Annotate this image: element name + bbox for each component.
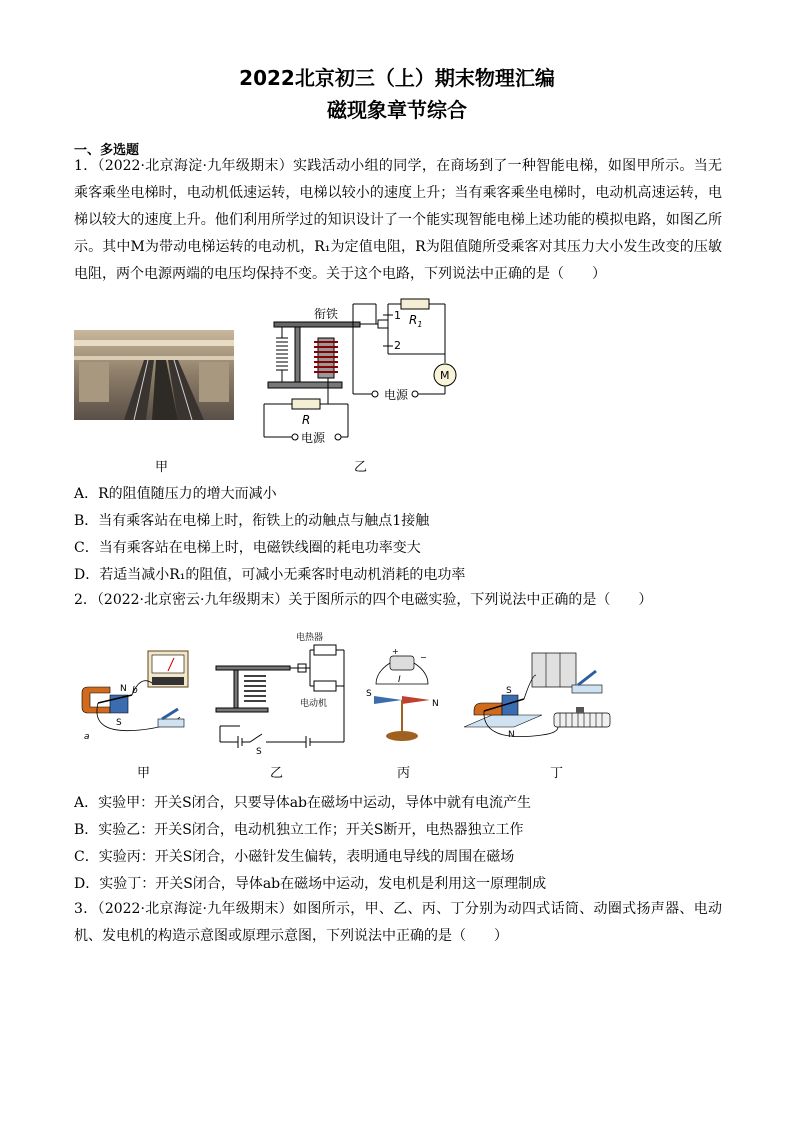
page-subtitle: 磁现象章节综合 xyxy=(327,98,467,122)
svg-text:N: N xyxy=(432,699,439,709)
q1-stem: 1．（2022·北京海淀·九年级期末）实践活动小组的同学，在商场到了一种智能电梯，如图甲所示。当无乘客乘坐电梯时，电动机低速运转，电梯以较小的速度上升；当有乘客乘坐电梯时，电动机高速运转，电梯以较大的速度上升。他们利用所学过的知识设计了一个能实现智能电梯上述功能的模拟电路，如图乙所示。其中M为带动电梯运转的电动机，R₁为定值电阻，R为阻值随所受乘客对其压力大小发生改变的压敏电阻，两个电源两端的电压均保持不变。关于这个电路，下列说法中正确的是（ ） xyxy=(74,158,722,282)
q2-stem: 2．（2022·北京密云·九年级期末）关于图所示的四个电磁实验，下列说法中正确的是（ ） xyxy=(74,592,653,608)
armature-label: 衔铁 xyxy=(314,307,339,321)
section-heading: 一、多选题 xyxy=(74,143,140,158)
power-upper-label: 电源 xyxy=(384,388,409,402)
svg-text:N: N xyxy=(508,730,515,740)
q1-option-a: A．R的阻值随压力的增大而减小 xyxy=(74,486,277,502)
q2-option-c: C．实验丙：开关S闭合，小磁针发生偏转，表明通电导线的周围在磁场 xyxy=(74,849,515,865)
svg-text:S: S xyxy=(256,747,262,757)
svg-text:电热器: 电热器 xyxy=(296,633,324,643)
escalator-photo xyxy=(74,330,234,420)
experiment-ding-diagram xyxy=(462,645,622,750)
q2-fig-label-jia: 甲 xyxy=(137,766,151,781)
experiment-yi-diagram xyxy=(210,630,345,757)
contact-1-label: 1 xyxy=(394,309,401,322)
power-lower-label: 电源 xyxy=(301,431,326,445)
relay-circuit-diagram xyxy=(258,296,458,448)
q2-option-b: B．实验乙：开关S闭合，电动机独立工作；开关S断开，电热器独立工作 xyxy=(74,822,524,838)
svg-text:S: S xyxy=(506,686,512,696)
q1-fig-label-jia: 甲 xyxy=(155,460,169,475)
svg-text:a: a xyxy=(84,732,90,742)
experiment-jia-diagram xyxy=(80,645,198,745)
q2-fig-label-ding: 丁 xyxy=(550,766,564,781)
svg-text:b: b xyxy=(132,686,138,696)
svg-text:S: S xyxy=(116,718,122,728)
svg-text:−: − xyxy=(420,653,427,662)
page-title: 2022北京初三（上）期末物理汇编 xyxy=(239,66,555,90)
svg-text:S: S xyxy=(366,689,372,699)
motor-label: M xyxy=(440,369,450,382)
q1-fig-label-yi: 乙 xyxy=(354,460,368,475)
r1-label: $R_1$ xyxy=(409,313,423,329)
q1-option-d: D．若适当减小R₁的阻值，可减小无乘客时电动机消耗的电功率 xyxy=(74,567,466,583)
q1-option-b: B．当有乘客站在电梯上时，衔铁上的动触点与触点1接触 xyxy=(74,513,430,529)
svg-text:电动机: 电动机 xyxy=(300,699,328,709)
q2-option-d: D．实验丁：开关S闭合，导体ab在磁场中运动，发电机是利用这一原理制成 xyxy=(74,876,547,892)
experiment-bing-diagram xyxy=(362,647,447,750)
r-label: R xyxy=(302,413,311,427)
q1-option-c: C．当有乘客站在电梯上时，电磁铁线圈的耗电功率变大 xyxy=(74,540,421,556)
q2-option-a: A．实验甲：开关S闭合，只要导体ab在磁场中运动，导体中就有电流产生 xyxy=(74,795,532,811)
q2-fig-label-yi: 乙 xyxy=(270,766,284,781)
svg-text:+: + xyxy=(392,647,399,656)
svg-text:I: I xyxy=(398,675,401,685)
svg-text:N: N xyxy=(120,684,127,694)
q2-fig-label-bing: 丙 xyxy=(397,766,411,781)
q3-stem: 3．（2022·北京海淀·九年级期末）如图所示，甲、乙、丙、丁分别为动四式话筒、动圈式扬声器、电动机、发电机的构造示意图或原理示意图，下列说法中正确的是（ ） xyxy=(74,901,722,944)
contact-2-label: 2 xyxy=(394,339,401,352)
